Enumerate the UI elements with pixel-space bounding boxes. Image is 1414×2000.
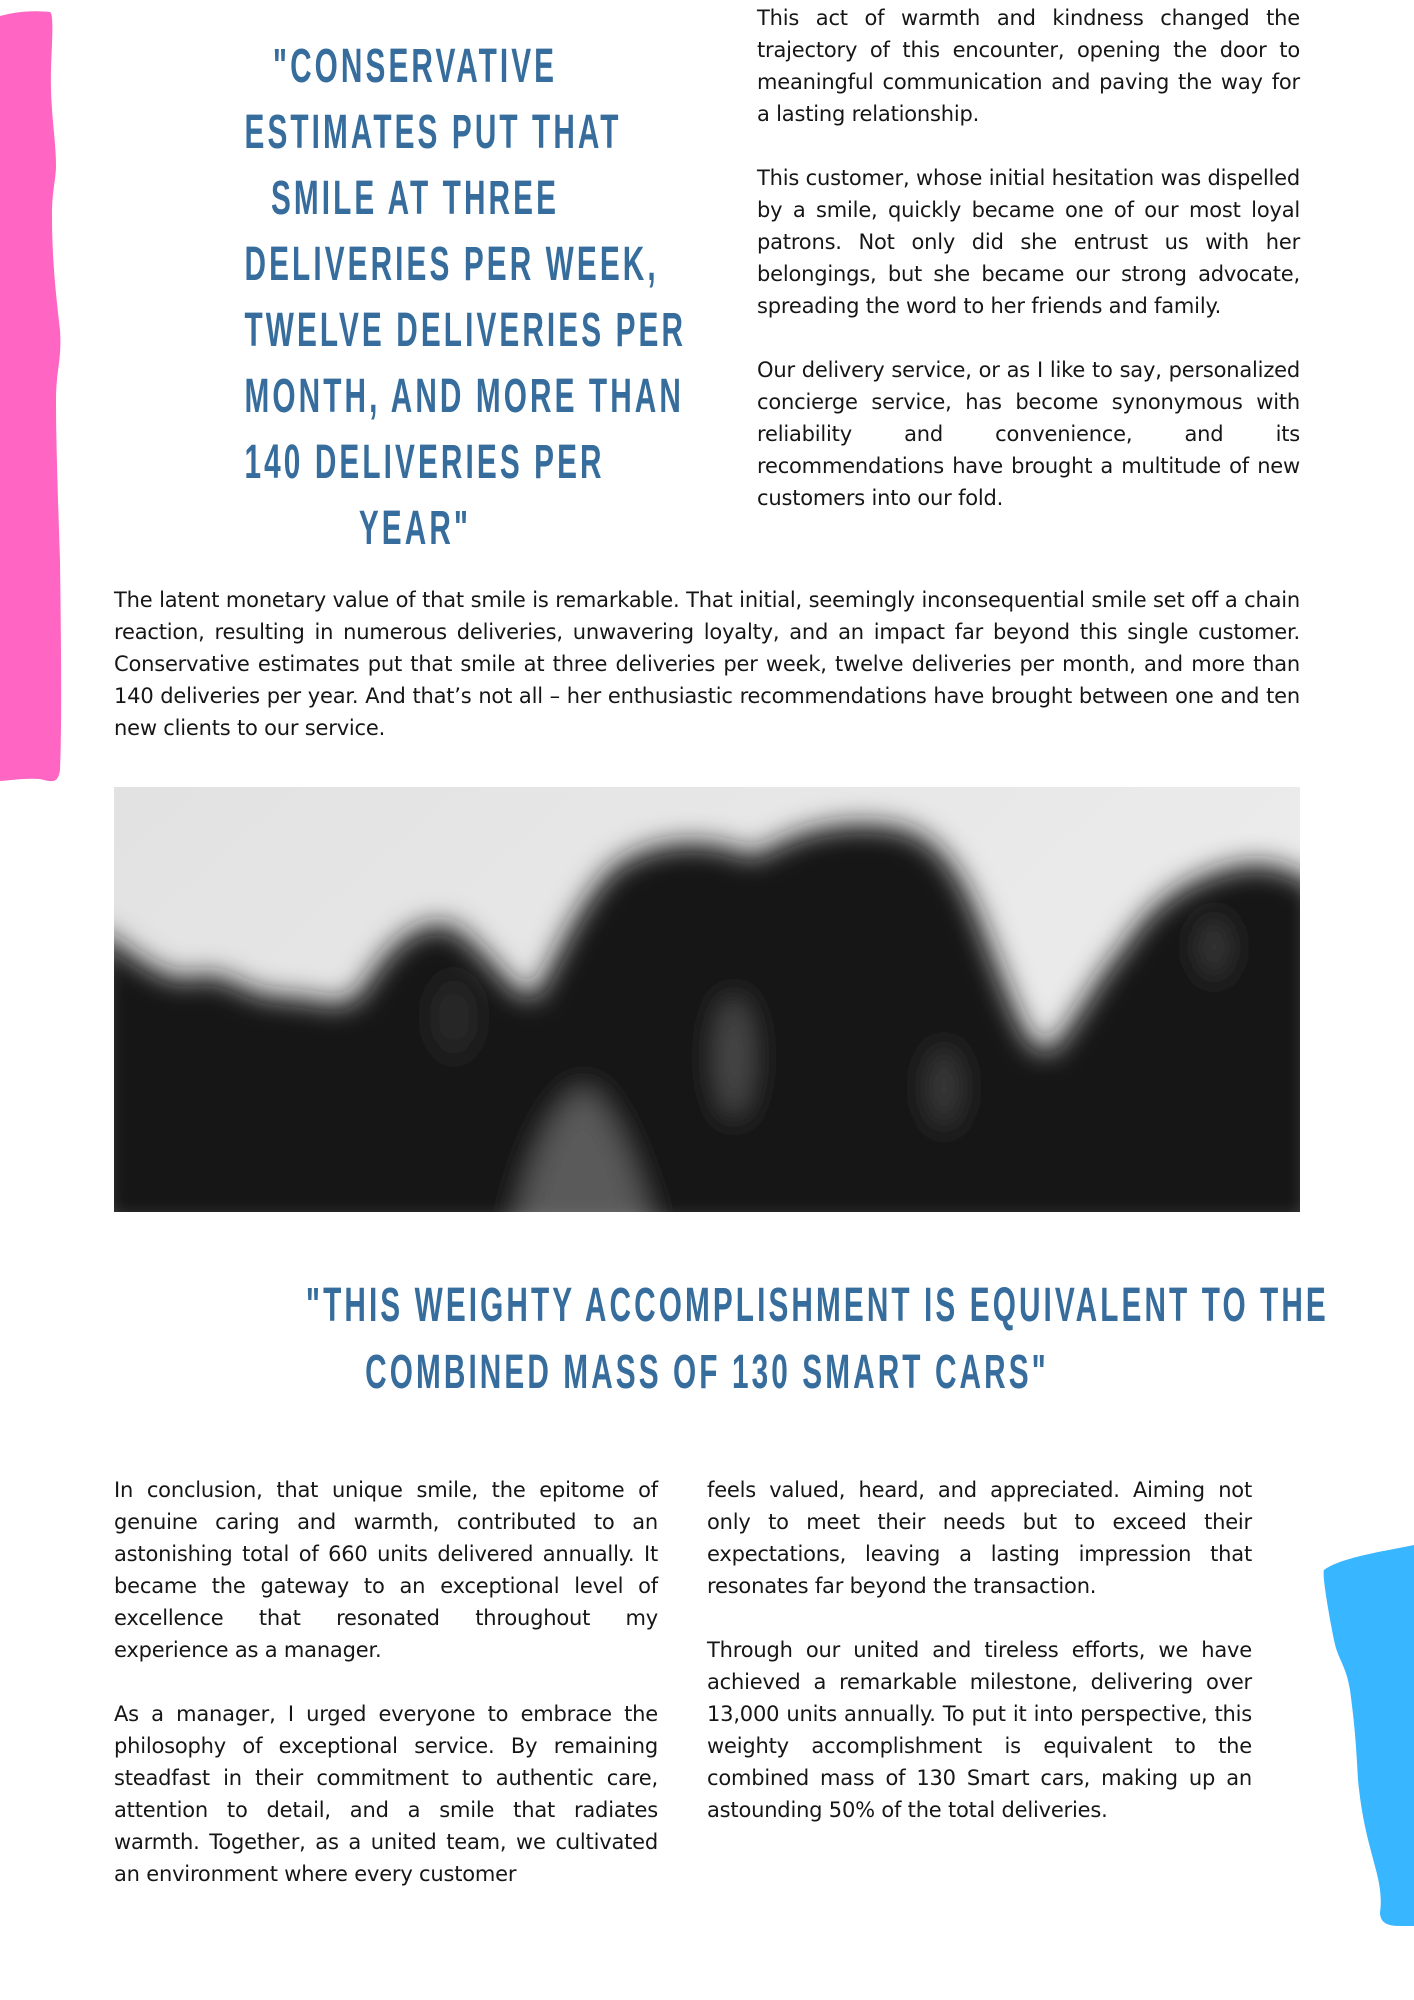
body-paragraph: The latent monetary value of that smile is remarkable. That initial, seemingly inconsequential smile set off a chain reaction, resulting in numerous deliveries, unwavering loyalty, and an impact far beyond this single customer. Conservative estimates put that smile at three deliveries per week, twelve deliveries per month, and more than 140 deliveries per year. And that’s not all – her enthusiastic recommendations have brought between one and ten new clients to our service. [114, 588, 1300, 740]
pull-quote-line: YEAR" [358, 502, 472, 555]
pull-quote-line: COMBINED MASS OF 130 SMART CARS" [365, 1346, 1049, 1399]
pink-brush-stroke-decoration [0, 0, 70, 790]
pull-quote-top [140, 34, 690, 562]
blurred-crowd-photo [114, 787, 1300, 1212]
pull-quote-line: MONTH, AND MORE THAN [244, 370, 684, 423]
photo-image [114, 787, 1300, 1212]
blue-shape-fill [1324, 1545, 1414, 1926]
body-paragraph: This customer, whose initial hesitation was dispelled by a smile, quickly became one of our most loyal patrons. Not only did she entrust us with her belongings, but she became our strong advocate, spreading the word to her friends and family. [757, 166, 1300, 318]
body-paragraph: Through our united and tireless efforts, we have achieved a remarkable milestone, delivering over 13,000 units annually. To put it into perspective, this weighty accomplishment is equivalent to the combined mass of 130 Smart cars, making up an astounding 50% of the total deliveries. [707, 1638, 1252, 1822]
body-paragraph: In conclusion, that unique smile, the epitome of genuine caring and warmth, contributed to an astonishing total of 660 units delivered annually. It became the gateway to an exceptional level of excellence that resonated throughout my experience as a manager. [114, 1478, 658, 1662]
body-paragraph: This act of warmth and kindness changed the trajectory of this encounter, opening the door to meaningful communication and paving the way for a lasting relationship. [757, 6, 1300, 126]
blue-brush-stroke-decoration [1310, 1540, 1414, 1930]
top-right-column [757, 2, 1300, 514]
bottom-right-column [707, 1474, 1252, 1826]
body-paragraph: Our delivery service, or as I like to say, personalized concierge service, has become synonymous with reliability and convenience, and its recommendations have brought a multitude of new customers into our fold. [757, 358, 1300, 510]
pull-quote-line: "THIS WEIGHTY ACCOMPLISHMENT IS EQUIVALENT TO THE [305, 1279, 1329, 1332]
pink-stripe-shape [0, 11, 61, 781]
bottom-left-column [114, 1474, 658, 1890]
pull-quote-line: SMILE AT THREE [270, 172, 560, 225]
body-paragraph: As a manager, I urged everyone to embrace the philosophy of exceptional service. By remaining steadfast in their commitment to authentic care, attention to detail, and a smile that radiates warmth. Together, as a united team, we cultivated an environment where every customer [114, 1702, 658, 1886]
pull-quote-line: TWELVE DELIVERIES PER [244, 304, 687, 357]
pull-quote-line: DELIVERIES PER WEEK, [244, 238, 659, 291]
pull-quote-bottom [60, 1272, 1354, 1406]
body-paragraph: feels valued, heard, and appreciated. Aiming not only to meet their needs but to exceed their expectations, leaving a lasting impression that resonates far beyond the transaction. [707, 1478, 1252, 1598]
pull-quote-line: "CONSERVATIVE [272, 40, 558, 93]
pull-quote-line: ESTIMATES PUT THAT [244, 106, 622, 159]
full-width-paragraph [114, 584, 1300, 744]
pull-quote-line: 140 DELIVERIES PER [244, 436, 605, 489]
